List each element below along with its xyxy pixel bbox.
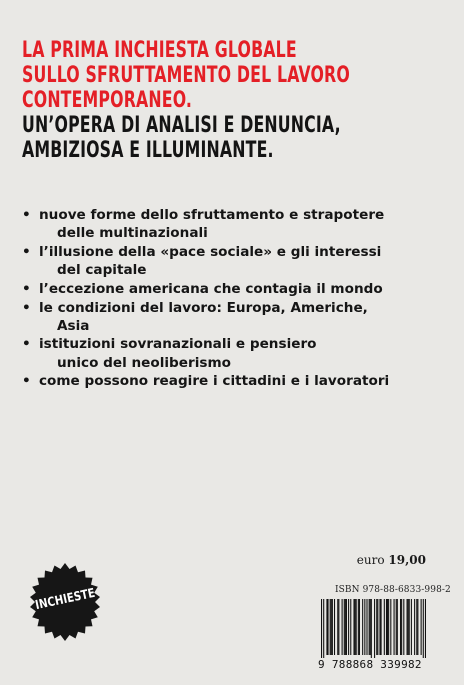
barcode-bar [346,599,347,655]
price-prefix: euro [356,553,385,567]
list-item [22,335,452,371]
list-item-text: l’illusione della «pace sociale» e gli interessi [39,243,382,260]
list-item-text: le condizioni del lavoro: Europa, Americhe, [39,299,368,316]
barcode-bar [348,599,349,655]
barcode-bar [356,599,357,655]
list-item [22,372,452,390]
barcode-bar [323,599,324,659]
barcode-bar [408,599,409,655]
list-item-text: l’eccezione americana che contagia il mondo [39,280,383,297]
barcode-bar [350,599,351,655]
barcode-bar [332,599,333,655]
isbn-label: ISBN 978-88-6833-998-2 [335,585,451,595]
barcode-bar [358,599,359,655]
series-badge [25,562,105,642]
list-item-text: nuove forme dello sfruttamento e strapotere [39,207,385,223]
barcode-bar [411,599,412,655]
barcode-bar [330,599,331,655]
list-item-continuation: del capitale [57,262,147,279]
headline-red-line-2: SULLO SFRUTTAMENTO DEL LAVORO [22,62,350,88]
barcode-bar [359,599,360,655]
topic-list [22,206,452,391]
barcode-bar [364,599,365,655]
barcode-bar [401,599,402,655]
bullet-icon: • [22,280,31,297]
barcode-icon [321,599,426,659]
price-amount: 19,00 [388,553,426,567]
badge-label: INCHIESTE [33,584,97,613]
barcode-bar [407,599,408,655]
barcode-bar [353,599,354,655]
headline-black-line-1: UN’OPERA DI ANALISI E DENUNCIA, [22,112,341,138]
barcode-bar [326,599,327,655]
barcode-bar [345,599,346,655]
barcode-bar [417,599,418,655]
bullet-icon: • [22,299,31,316]
barcode-bar [377,599,378,655]
list-item [22,206,452,242]
barcode-bar [386,599,387,655]
list-item-continuation: unico del neoliberismo [57,354,231,371]
barcode-bar [337,599,338,655]
bullet-icon: • [22,373,31,390]
list-item [22,243,452,279]
price-tag [357,553,426,567]
barcode-bar [371,599,372,659]
barcode-bar [381,599,382,655]
barcode-bar [338,599,339,655]
list-item-text: come possono reagire i cittadini e i lavoratori [39,373,390,390]
barcode-bar [388,599,389,655]
barcode-bar [379,599,380,655]
back-cover-headline [22,38,357,163]
barcode-bar [366,599,367,655]
barcode-bar [327,599,328,655]
barcode-bar [321,599,322,659]
barcode-bar [394,599,395,655]
barcode-bar [390,599,391,655]
barcode-bar [331,599,332,655]
barcode-bar [423,599,424,659]
barcode-bar [334,599,335,655]
barcode-bar [342,599,343,655]
headline-red-line-3: CONTEMPORANEO. [22,87,193,113]
barcode-bar [397,599,398,655]
barcode-digits: 9 788868 339982 [318,658,428,671]
barcode-bar [400,599,401,655]
barcode-bar [362,599,363,655]
barcode-bar [425,599,426,659]
barcode-bar [416,599,417,655]
barcode-bar [376,599,377,655]
headline-red-line-1: LA PRIMA INCHIESTA GLOBALE [22,37,297,63]
bullet-icon: • [22,207,31,223]
barcode-bar [387,599,388,655]
bullet-icon: • [22,336,31,353]
bullet-icon: • [22,243,31,260]
list-item [22,299,452,335]
list-item-continuation: delle multinazionali [57,225,208,242]
list-item-continuation: Asia [57,317,90,334]
headline-black-line-2: AMBIZIOSA E ILLUMINANTE. [22,137,274,163]
barcode-bar [344,599,345,655]
barcode-bar [414,599,415,655]
barcode-bar [370,599,371,655]
barcode-bar [421,599,422,655]
barcode-bar [403,599,404,655]
list-item [22,280,452,298]
barcode-bar [396,599,397,655]
barcode-bar [355,599,356,655]
barcode-bar [409,599,410,655]
barcode-bar [384,599,385,655]
list-item-text: istituzioni sovranazionali e pensiero [39,336,317,353]
barcode-bar [374,599,375,659]
barcode-bar [369,599,370,655]
